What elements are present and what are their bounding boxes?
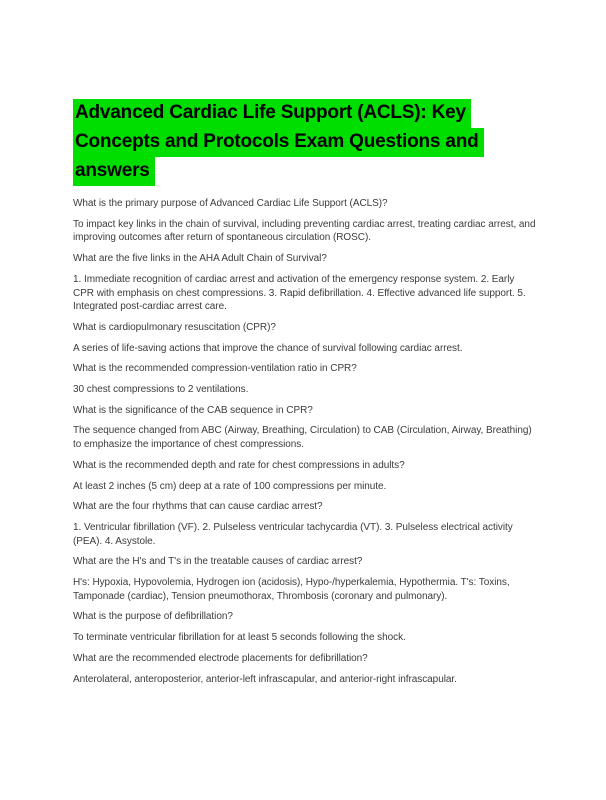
qa-list <box>73 197 537 686</box>
title-line-3 <box>73 157 537 186</box>
answer-paragraph: A series of life-saving actions that improve the chance of survival following cardiac arrest. <box>73 342 463 354</box>
question-paragraph: What is the recommended depth and rate for chest compressions in adults? <box>73 459 405 471</box>
answer-paragraph: To impact key links in the chain of survival, including preventing cardiac arrest, treating cardiac arrest, and improving outcomes after return of spontaneous circulation (ROSC). <box>73 218 536 244</box>
question-paragraph: What are the five links in the AHA Adult Chain of Survival? <box>73 253 327 265</box>
answer-paragraph: The sequence changed from ABC (Airway, Breathing, Circulation) to CAB (Circulation, Airway, Breathing) to emphasize the importance of chest compressions. <box>73 425 532 451</box>
title-highlight-1: Advanced Cardiac Life Support (ACLS): Key <box>73 99 471 128</box>
answer-paragraph: At least 2 inches (5 cm) deep at a rate of 100 compressions per minute. <box>73 480 387 492</box>
answer-paragraph: Anterolateral, anteroposterior, anterior-left infrascapular, and anterior-right infrascapular. <box>73 673 457 685</box>
answer-paragraph: H's: Hypoxia, Hypovolemia, Hydrogen ion (acidosis), Hypo-/hyperkalemia, Hypothermia. T's: Toxins, Tamponade (cardiac), Tension pneumothorax, Thrombosis (coronary and pulmonary). <box>73 577 510 602</box>
question-paragraph: What is the purpose of defibrillation? <box>73 611 233 623</box>
document-content <box>73 99 537 693</box>
question-paragraph: What are the recommended electrode placements for defibrillation? <box>73 652 368 664</box>
document-title <box>73 99 537 186</box>
question-paragraph: What is cardiopulmonary resuscitation (CPR)? <box>73 321 276 333</box>
answer-paragraph: To terminate ventricular fibrillation for at least 5 seconds following the shock. <box>73 632 406 644</box>
question-paragraph: What is the primary purpose of Advanced Cardiac Life Support (ACLS)? <box>73 198 388 209</box>
title-line-2 <box>73 128 537 157</box>
title-highlight-2: Concepts and Protocols Exam Questions and <box>73 128 484 157</box>
question-paragraph: What are the H's and T's in the treatable causes of cardiac arrest? <box>73 556 363 568</box>
question-paragraph: What is the recommended compression-ventilation ratio in CPR? <box>73 363 357 375</box>
title-highlight-3: answers <box>73 157 155 186</box>
answer-paragraph: 30 chest compressions to 2 ventilations. <box>73 384 249 396</box>
question-paragraph: What is the significance of the CAB sequence in CPR? <box>73 404 313 416</box>
answer-paragraph: 1. Immediate recognition of cardiac arrest and activation of the emergency response system. 2. Early CPR with emphasis on chest compressions. 3. Rapid defibrillation. 4. Effective advanced life support. 5. Integrated post-cardiac arrest care. <box>73 273 526 313</box>
answer-paragraph: 1. Ventricular fibrillation (VF). 2. Pulseless ventricular tachycardia (VT). 3. Pulseless electrical activity (PEA). 4. Asystole. <box>73 521 513 547</box>
title-line-1 <box>73 99 537 128</box>
question-paragraph: What are the four rhythms that can cause cardiac arrest? <box>73 501 323 513</box>
